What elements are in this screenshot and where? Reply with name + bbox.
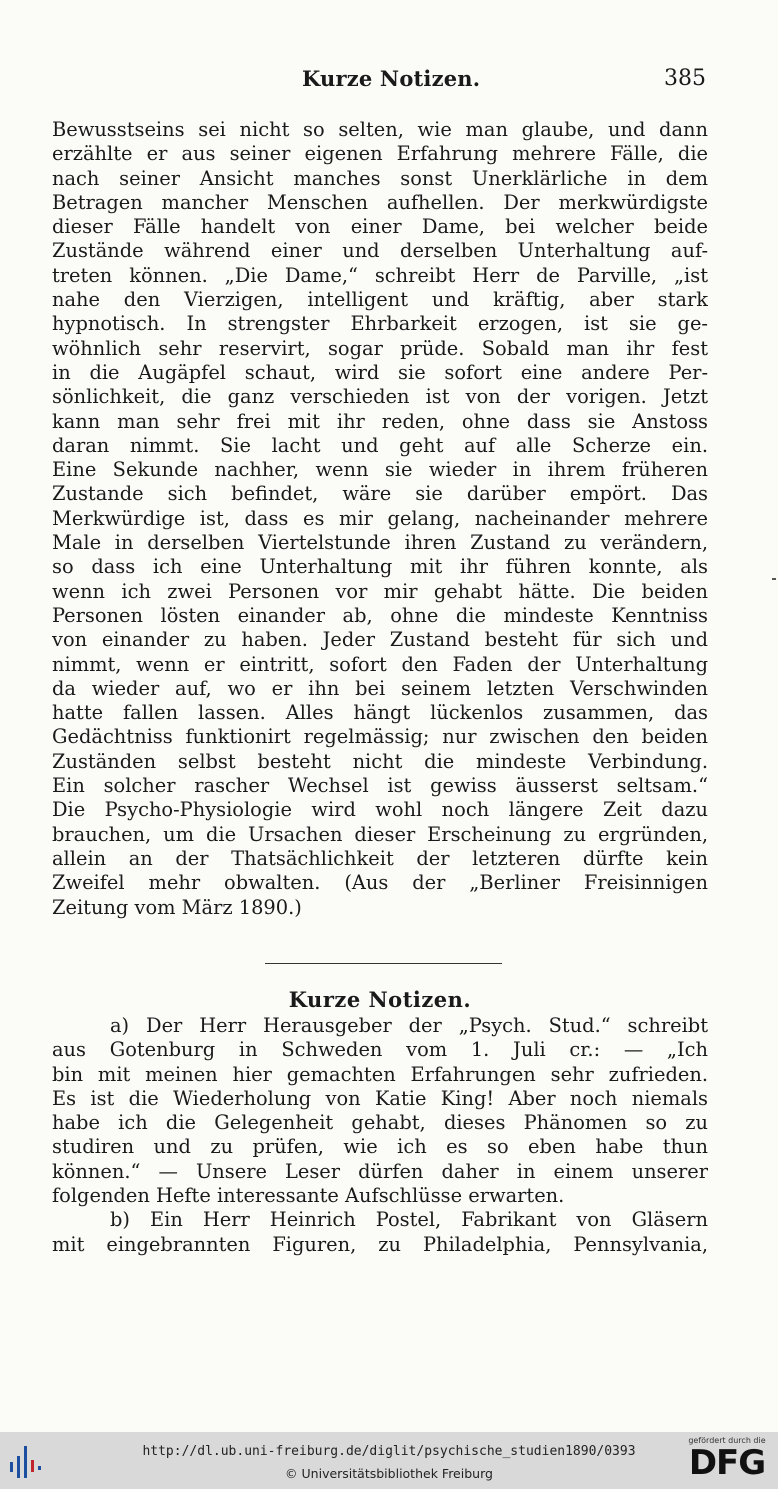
text-line: da wieder auf, wo er ihn bei seinem letzten Verschwinden [52, 676, 708, 700]
text-line: wöhnlich sehr reservirt, sogar prüde. Sobald man ihr fest [52, 336, 708, 360]
text-line: Gedächtniss funktionirt regelmässig; nur zwischen den beiden [52, 725, 708, 749]
text-line: Zustände während einer und derselben Unterhaltung auf- [52, 239, 708, 263]
text-line: Zuständen selbst besteht nicht die mindeste Verbindung. [52, 749, 708, 773]
text-line: dieser Fälle handelt von einer Dame, bei welcher beide [52, 215, 708, 239]
copyright-notice: © Universitätsbibliothek Freiburg [285, 1466, 493, 1481]
text-line: nahe den Vierzigen, intelligent und kräftig, aber stark [52, 288, 708, 312]
running-title: Kurze Notizen. [302, 66, 481, 91]
body-text [52, 118, 708, 920]
text-line: b) Ein Herr Heinrich Postel, Fabrikant von Gläsern [110, 1208, 708, 1232]
section-title: Kurze Notizen. [288, 987, 472, 1012]
text-line: Eine Sekunde nachher, wenn sie wieder in ihrem früheren [52, 458, 708, 482]
margin-mark [772, 578, 776, 580]
text-line: kann man sehr frei mit ihr reden, ohne dass sie Anstoss [52, 409, 708, 433]
page-header [52, 66, 706, 96]
text-line: allein an der Thatsächlichkeit der letzteren dürfte kein [52, 846, 708, 870]
text-line: Male in derselben Viertelstunde ihren Zustand zu verändern, [52, 531, 708, 555]
text-line: a) Der Herr Herausgeber der „Psych. Stud.“ schreibt [110, 1014, 708, 1037]
text-line: treten können. „Die Dame,“ schreibt Herr de Parville, „ist [52, 263, 708, 287]
text-line: mit eingebrannten Figuren, zu Philadelphia, Pennsylvania, [52, 1232, 708, 1256]
section-divider [265, 963, 502, 964]
text-line: hypnotisch. In strengster Ehrbarkeit erzogen, ist sie ge- [52, 312, 708, 336]
text-line: aus Gotenburg in Schweden vom 1. Juli cr.: — „Ich [52, 1038, 708, 1062]
text-line: nimmt, wenn er eintritt, sofort den Faden der Unterhaltung [52, 652, 708, 676]
text-line: Betragen mancher Menschen aufhellen. Der merkwürdigste [52, 190, 708, 214]
text-line: Ein solcher rascher Wechsel ist gewiss äusserst seltsam.“ [52, 774, 708, 798]
text-line: sönlichkeit, die ganz verschieden ist von der vorigen. Jetzt [52, 385, 708, 409]
text-line: in die Augäpfel schaut, wird sie sofort eine andere Per- [52, 360, 708, 384]
viewer-footer [0, 1432, 778, 1489]
text-line: habe ich die Gelegenheit gehabt, dieses Phänomen so zu [52, 1111, 708, 1135]
text-line: folgenden Hefte interessante Aufschlüsse erwarten. [52, 1184, 565, 1208]
text-line: Zweifel mehr obwalten. (Aus der „Berliner Freisinnigen [52, 871, 708, 895]
text-line: Es ist die Wiederholung von Katie King! Aber noch niemals [52, 1086, 708, 1110]
text-line: erzählte er aus seiner eigenen Erfahrung mehrere Fälle, die [52, 142, 708, 166]
page-number: 385 [664, 66, 706, 91]
text-line: studiren und zu prüfen, wie ich es so eben habe thun [52, 1135, 708, 1159]
text-line: können.“ — Unsere Leser dürfen daher in einem unserer [52, 1159, 708, 1183]
text-line: wenn ich zwei Personen vor mir gehabt hätte. Die beiden [52, 579, 708, 603]
text-line: Bewusstseins sei nicht so selten, wie man glaube, und dann [52, 118, 708, 141]
text-line: bin mit meinen hier gemachten Erfahrungen sehr zufrieden. [52, 1062, 708, 1086]
text-line: Merkwürdige ist, dass es mir gelang, nacheinander mehrere [52, 506, 708, 530]
text-line: Zustande sich befindet, wäre sie darüber empört. Das [52, 482, 708, 506]
text-line: nach seiner Ansicht manches sonst Unerklärliche in dem [52, 166, 708, 190]
dfg-logo [686, 1436, 768, 1486]
text-line: so dass ich eine Unterhaltung mit ihr führen konnte, als [52, 555, 708, 579]
dfg-caption: gefördert durch die [688, 1436, 766, 1445]
text-line: Die Psycho-Physiologie wird wohl noch längere Zeit dazu [52, 798, 708, 822]
dfg-logo-text: DFG [688, 1443, 766, 1483]
text-line: brauchen, um die Ursachen dieser Erscheinung zu ergründen, [52, 822, 708, 846]
text-line: Personen lösten einander ab, ohne die mindeste Kenntniss [52, 603, 708, 627]
text-line: von einander zu haben. Jeder Zustand besteht für sich und [52, 628, 708, 652]
kurze-notizen-section [52, 986, 708, 1257]
text-line: hatte fallen lassen. Alles hängt lückenlos zusammen, das [52, 701, 708, 725]
text-line: daran nimmt. Sie lacht und geht auf alle Scherze ein. [52, 433, 708, 457]
text-line: Zeitung vom März 1890.) [52, 895, 302, 919]
document-url[interactable]: http://dl.ub.uni-freiburg.de/diglit/psychische_studien1890/0393 [142, 1444, 636, 1459]
